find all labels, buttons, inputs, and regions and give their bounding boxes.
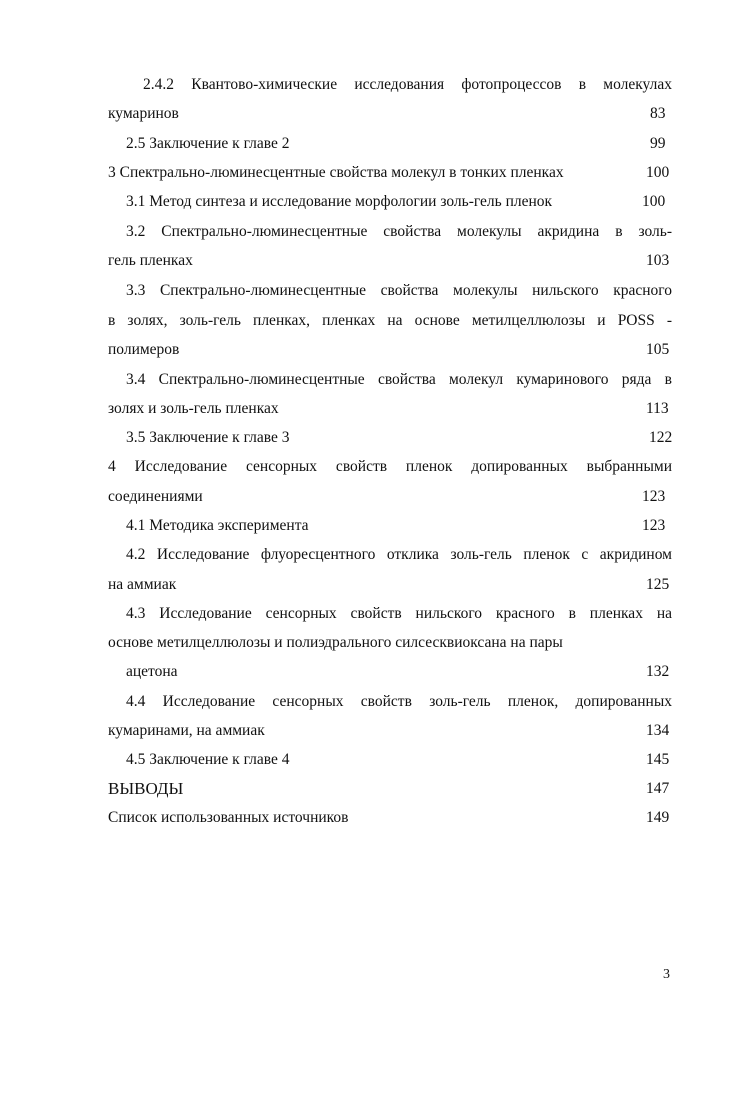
toc-4-1-title: 4.1 Методика эксперимента [126,517,309,534]
toc-3-4-line-2: золях и золь-гель пленках [108,400,279,417]
toc-3-1-title: 3.1 Метод синтеза и исследование морфологии золь-гель пленок [126,193,553,210]
toc-4-5-page: 145 [646,751,670,768]
toc-2-4-2-line-2: кумаринов [108,105,179,122]
toc-3-3-line-1: 3.3 Спектрально-люминесцентные свойства молекулы нильского красного [126,282,672,299]
toc-3-page: 100 [646,164,670,181]
toc-3-5-page: 122 [649,429,673,446]
toc-3-3-page: 105 [646,341,670,358]
toc-4-line-2: соединениями [108,488,203,505]
toc-3-5-title: 3.5 Заключение к главе 3 [126,429,290,446]
toc-4-3-line-1: 4.3 Исследование сенсорных свойств нильского красного в пленках на [126,605,672,622]
toc-references-title: Список использованных источников [108,809,349,826]
toc-2-5-page: 99 [650,135,666,152]
toc-2-4-2-line-1: 2.4.2 Квантово-химические исследования фотопроцессов в молекулах [143,76,672,93]
toc-4-4-line-1: 4.4 Исследование сенсорных свойств золь-гель пленок, допированных [126,693,672,710]
toc-2-4-2-page: 83 [650,105,666,122]
toc-4-4-page: 134 [646,722,670,739]
toc-4-3-line-3: ацетона [126,663,178,680]
toc-3-title: 3 Спектрально-люминесцентные свойства молекул в тонких пленках [108,164,564,181]
toc-2-5-title: 2.5 Заключение к главе 2 [126,135,290,152]
toc-4-3-line-2: основе метилцеллюлозы и полиэдрального силсесквиоксана на пары [108,634,563,651]
toc-3-4-line-1: 3.4 Спектрально-люминесцентные свойства молекул кумаринового ряда в [126,371,672,388]
page-number: 3 [663,967,670,982]
toc-conclusions-title: ВЫВОДЫ [108,779,184,798]
toc-4-5-title: 4.5 Заключение к главе 4 [126,751,290,768]
toc-3-2-page: 103 [646,252,670,269]
toc-3-3-line-3: полимеров [108,341,180,358]
toc-conclusions-page: 147 [646,780,670,797]
toc-4-1-page: 123 [642,517,666,534]
toc-3-3-line-2: в золях, золь-гель пленках, пленках на основе метилцеллюлозы и POSS - [108,312,672,329]
toc-3-1-page: 100 [642,193,666,210]
toc-4-2-line-2: на аммиак [108,576,177,593]
toc-4-2-page: 125 [646,576,670,593]
toc-4-line-1: 4 Исследование сенсорных свойств пленок допированных выбранными [108,458,672,475]
toc-3-2-line-2: гель пленках [108,252,193,269]
toc-references-page: 149 [646,809,670,826]
toc-4-3-page: 132 [646,663,670,680]
toc-3-2-line-1: 3.2 Спектрально-люминесцентные свойства молекулы акридина в золь- [126,223,672,240]
toc-3-4-page: 113 [646,400,669,417]
toc-4-page: 123 [642,488,666,505]
toc-4-4-line-2: кумаринами, на аммиак [108,722,265,739]
toc-4-2-line-1: 4.2 Исследование флуоресцентного отклика золь-гель пленок с акридином [126,546,672,563]
